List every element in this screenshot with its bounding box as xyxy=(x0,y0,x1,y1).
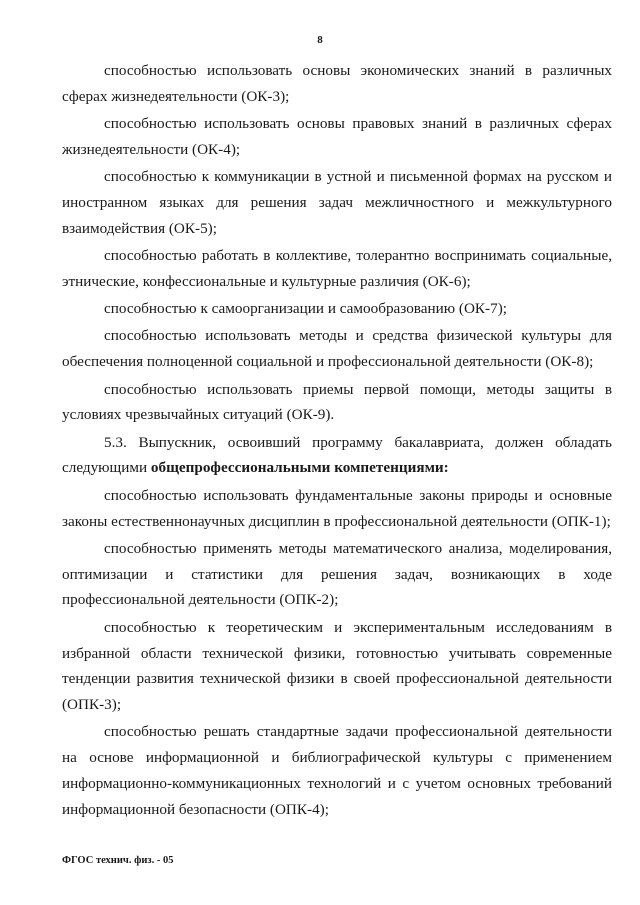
page-footer: ФГОС технич. физ. - 05 xyxy=(62,855,174,866)
paragraph-opk-3: способностью к теоретическим и экспериментальным исследованиям в избранной области технической физики, готовностью учитывать современные тенденции развития технической физики в своей профессиональной деятельности (ОПК-3); xyxy=(62,618,612,714)
document-body xyxy=(62,58,612,824)
paragraph-ok-3: способностью использовать основы экономических знаний в различных сферах жизнедеятельности (ОК-3); xyxy=(62,62,612,105)
paragraph-ok-9: способностью использовать приемы первой помощи, методы защиты в условиях чрезвычайных ситуаций (ОК-9). xyxy=(62,380,612,424)
paragraph-opk-2: способностью применять методы математического анализа, моделирования, оптимизации и статистики для решения задач, возникающих в ходе профессиональной деятельности (ОПК-2); xyxy=(62,539,612,609)
section-bold-text: общепрофессиональными компетенциями: xyxy=(150,459,449,477)
paragraph-ok-8: способностью использовать методы и средства физической культуры для обеспечения полноценной социальной и профессиональной деятельности (ОК-8); xyxy=(62,327,612,371)
paragraph-ok-7: способностью к самоорганизации и самообразованию (ОК-7); xyxy=(104,300,507,318)
paragraph-opk-1: способностью использовать фундаментальные законы природы и основные законы естественнонаучных дисциплин в профессиональной деятельности (ОПК-1); xyxy=(62,486,612,530)
section-lead-text: 5.3. Выпускник, освоивший программу бакалавриата, должен обладать следующими xyxy=(62,433,612,477)
paragraph-ok-5: способностью к коммуникации в устной и письменной формах на русском и иностранном языках для решения задач межличностного и межкультурного взаимодействия (ОК-5); xyxy=(62,168,612,237)
paragraph-ok-6: способностью работать в коллективе, толерантно воспринимать социальные, этнические, конфессиональные и культурные различия (ОК-6); xyxy=(62,247,612,290)
paragraph-opk-4: способностью решать стандартные задачи профессиональной деятельности на основе информационной и библиографической культуры с применением информационно-коммуникационных технологий и с учетом основных требований информационной безопасности (ОПК-4); xyxy=(62,723,612,818)
section-5-3 xyxy=(62,430,612,482)
paragraph-ok-4: способностью использовать основы правовых знаний в различных сферах жизнедеятельности (ОК-4); xyxy=(62,115,612,158)
page-number: 8 xyxy=(317,34,323,46)
